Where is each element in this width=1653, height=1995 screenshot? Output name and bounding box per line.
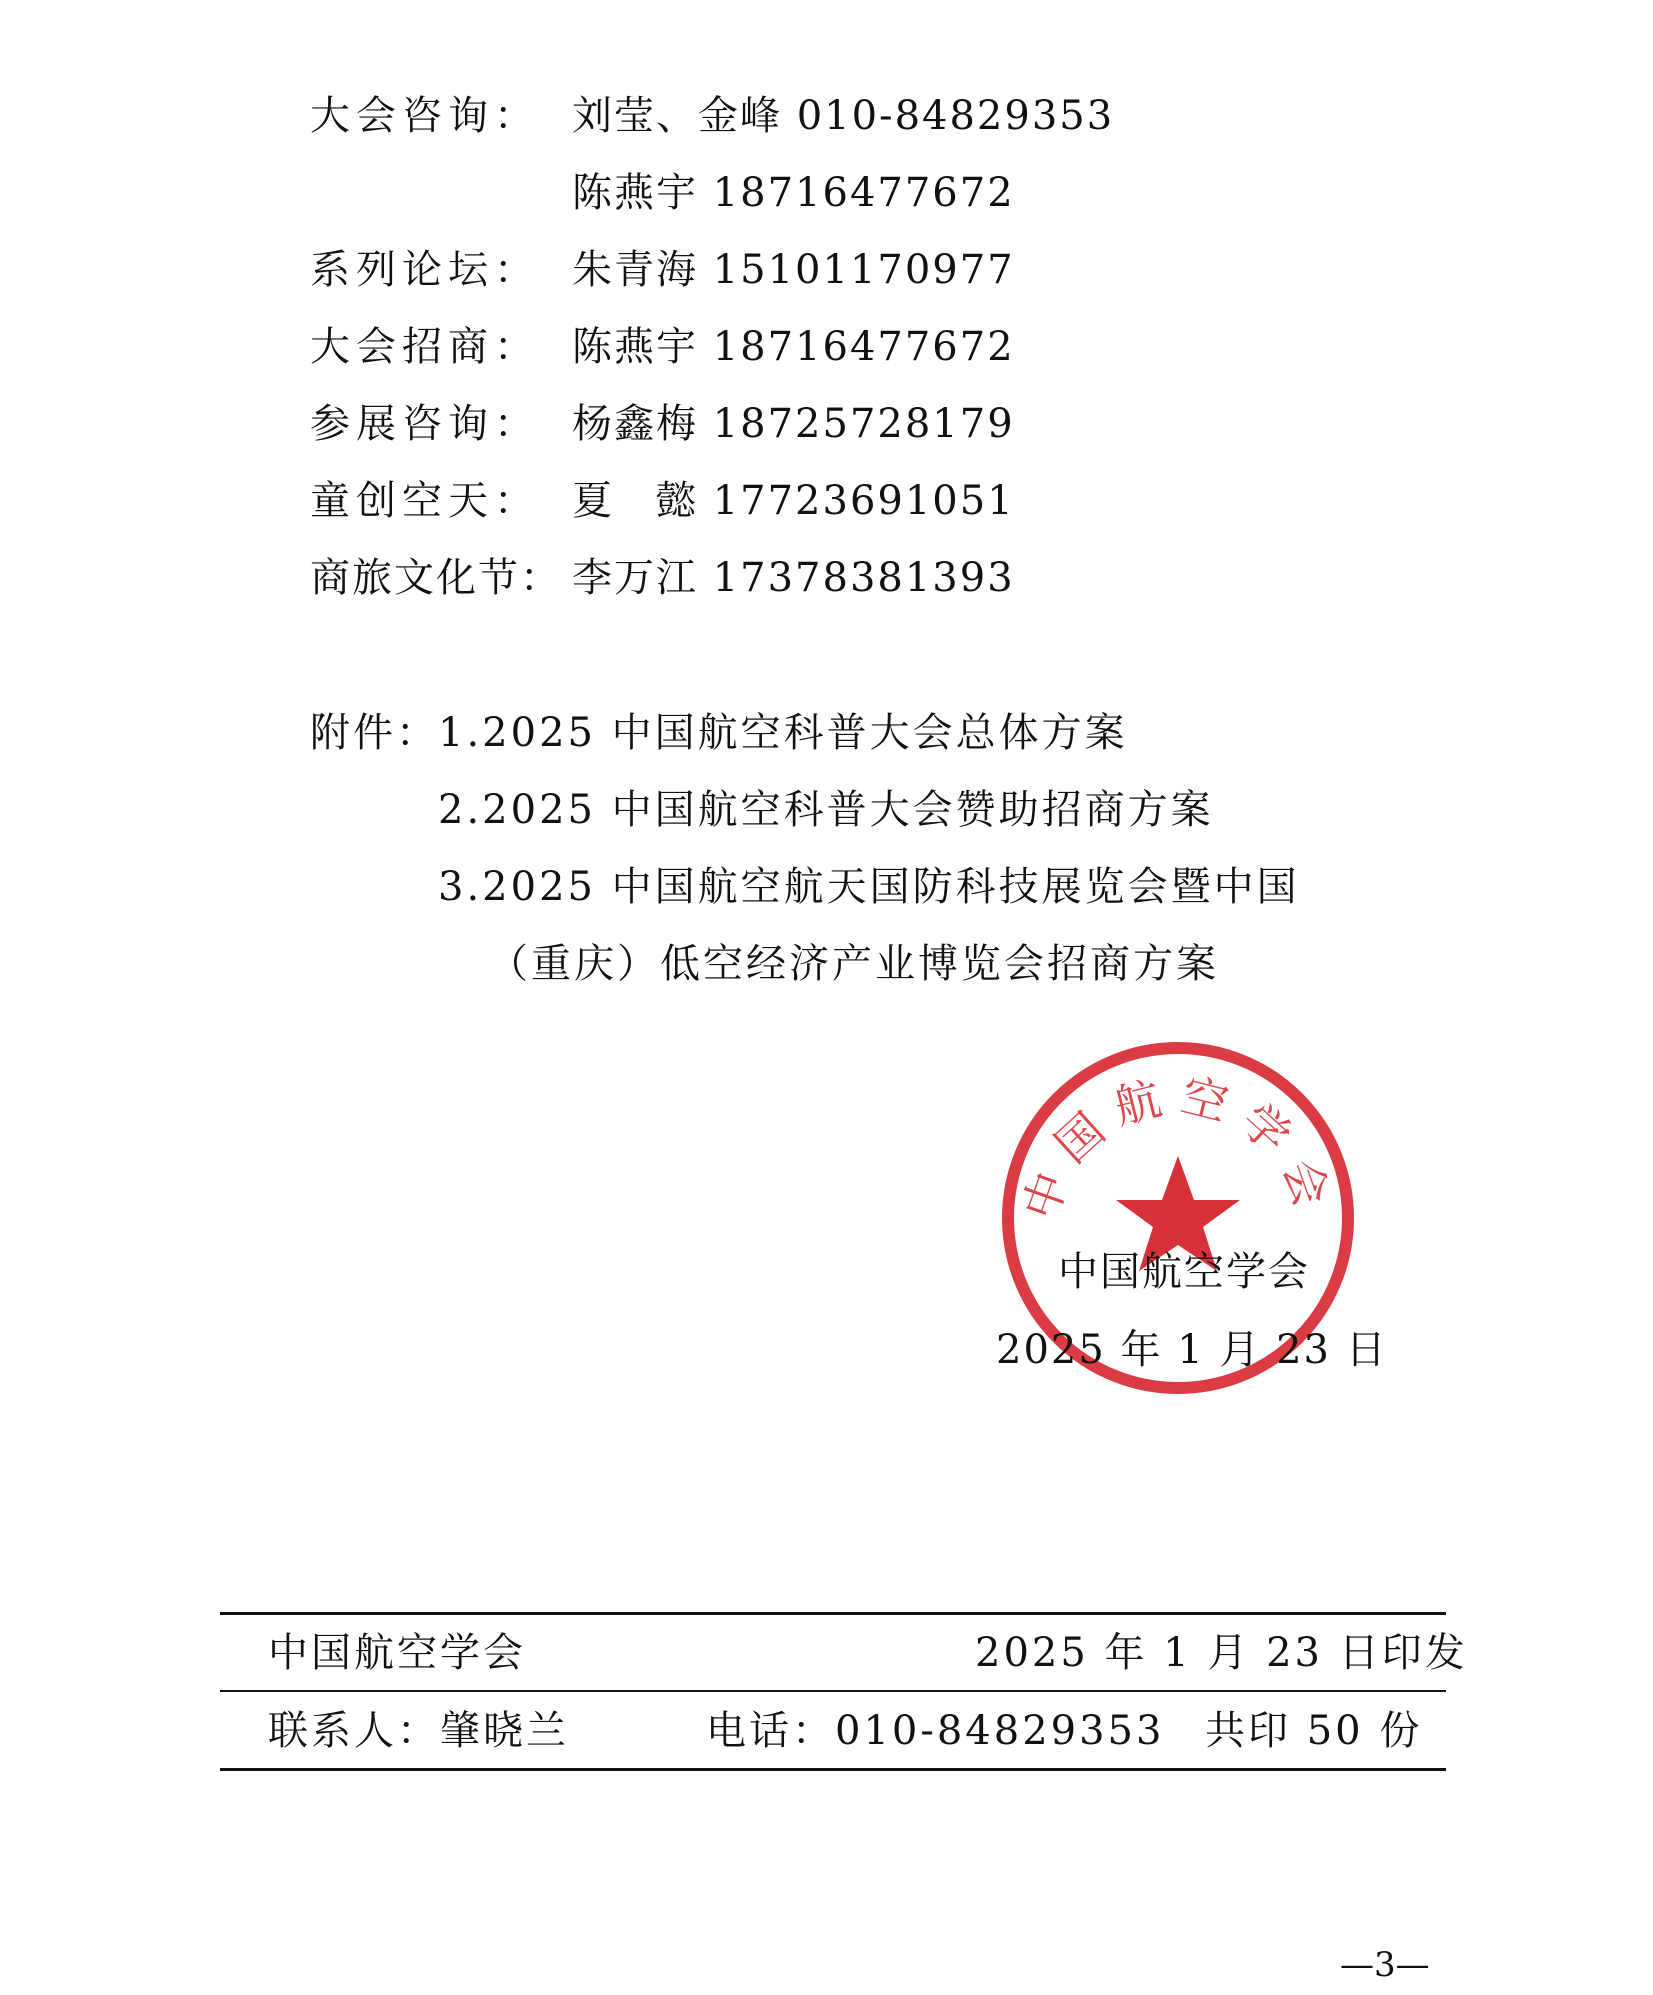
contact-label: 大会招商： (310, 324, 540, 370)
footer-contact: 联系人：肇晓兰 (268, 1708, 569, 1754)
page-number: —3— (1340, 1945, 1430, 1985)
signer-org: 中国航空学会 (1058, 1249, 1310, 1295)
contact-value: 李万江 17378381393 (572, 555, 1015, 601)
contact-value: 朱青海 15101170977 (572, 247, 1015, 293)
contact-value: 刘莹、金峰 010-84829353 (572, 93, 1115, 139)
attachments-prefix: 附件： (310, 710, 439, 756)
contact-value: 杨鑫梅 18725728179 (572, 401, 1015, 447)
contact-label: 商旅文化节： (310, 555, 562, 601)
seal-text: 中国航空学会 (1012, 1067, 1344, 1227)
footer-copies: 共印 50 份 (1205, 1708, 1423, 1754)
contact-value: 陈燕宇 18716477672 (572, 170, 1015, 216)
attachment-item: 2.2025 中国航空科普大会赞助招商方案 (438, 787, 1214, 833)
footer-top-rule (220, 1612, 1446, 1615)
footer-phone: 电话：010-84829353 (706, 1708, 1165, 1754)
footer-middle-rule (220, 1690, 1446, 1692)
contact-label: 系列论坛： (310, 247, 540, 293)
contact-label: 大会咨询： (310, 93, 540, 139)
attachment-item: （重庆）低空经济产业博览会招商方案 (488, 941, 1219, 987)
footer-bottom-rule (220, 1768, 1446, 1771)
attachment-item: 3.2025 中国航空航天国防科技展览会暨中国 (438, 864, 1300, 910)
contact-value: 陈燕宇 18716477672 (572, 324, 1015, 370)
attachment-item: 1.2025 中国航空科普大会总体方案 (438, 710, 1128, 756)
signer-date: 2025 年 1 月 23 日 (996, 1327, 1388, 1373)
footer-issue-date: 2025 年 1 月 23 日印发 (975, 1630, 1468, 1676)
contact-label: 参展咨询： (310, 401, 540, 447)
footer-org: 中国航空学会 (268, 1630, 526, 1676)
contact-label: 童创空天： (310, 478, 540, 524)
contact-value: 夏 懿 17723691051 (572, 478, 1015, 524)
